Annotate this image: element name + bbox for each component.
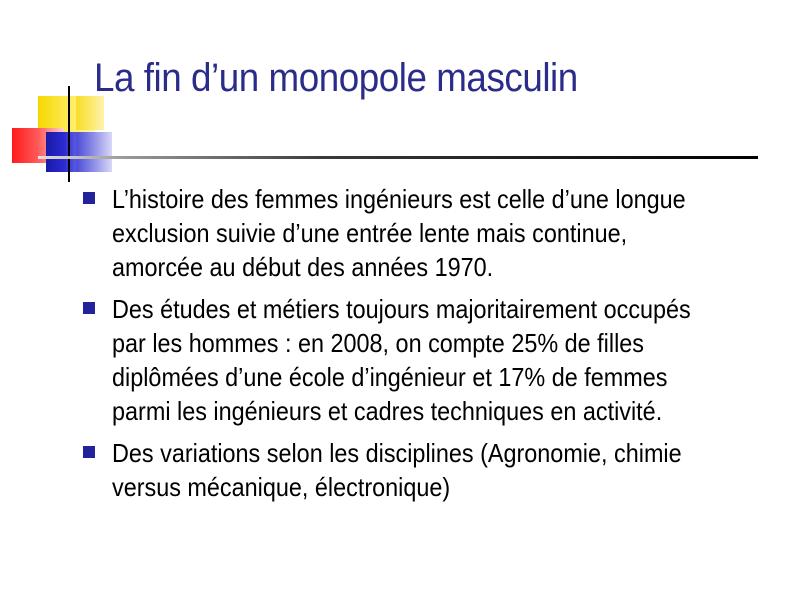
bullet-line: diplômées d’une école d’ingénieur et 17% de femmes (112, 362, 668, 392)
square-bullet-icon (83, 302, 95, 314)
title-divider (38, 156, 758, 159)
bullet-line: Des études et métiers toujours majoritairement occupés (112, 294, 691, 324)
bullet-line: par les hommes : en 2008, on compte 25% de filles (112, 328, 644, 358)
bullet-line: parmi les ingénieurs et cadres techniques en activité. (112, 396, 663, 426)
bullet-item (80, 182, 760, 284)
deco-blue-square-light (76, 132, 112, 172)
deco-vertical-line (68, 86, 70, 182)
bullet-item (80, 292, 760, 428)
bullet-line: versus mécanique, électronique) (112, 472, 451, 502)
bullet-line: amorcée au début des années 1970. (112, 252, 494, 282)
bullet-list (80, 182, 760, 512)
bullet-line: exclusion suivie d’une entrée lente mais continue, (112, 218, 628, 248)
square-bullet-icon (83, 446, 95, 458)
bullet-item (80, 436, 760, 504)
bullet-line: Des variations selon les disciplines (Agronomie, chimie (112, 438, 682, 468)
square-bullet-icon (83, 192, 95, 204)
slide-title: La fin d’un monopole masculin (94, 56, 578, 100)
deco-blue-square (46, 132, 76, 172)
bullet-line: L’histoire des femmes ingénieurs est celle d’une longue (112, 184, 686, 214)
